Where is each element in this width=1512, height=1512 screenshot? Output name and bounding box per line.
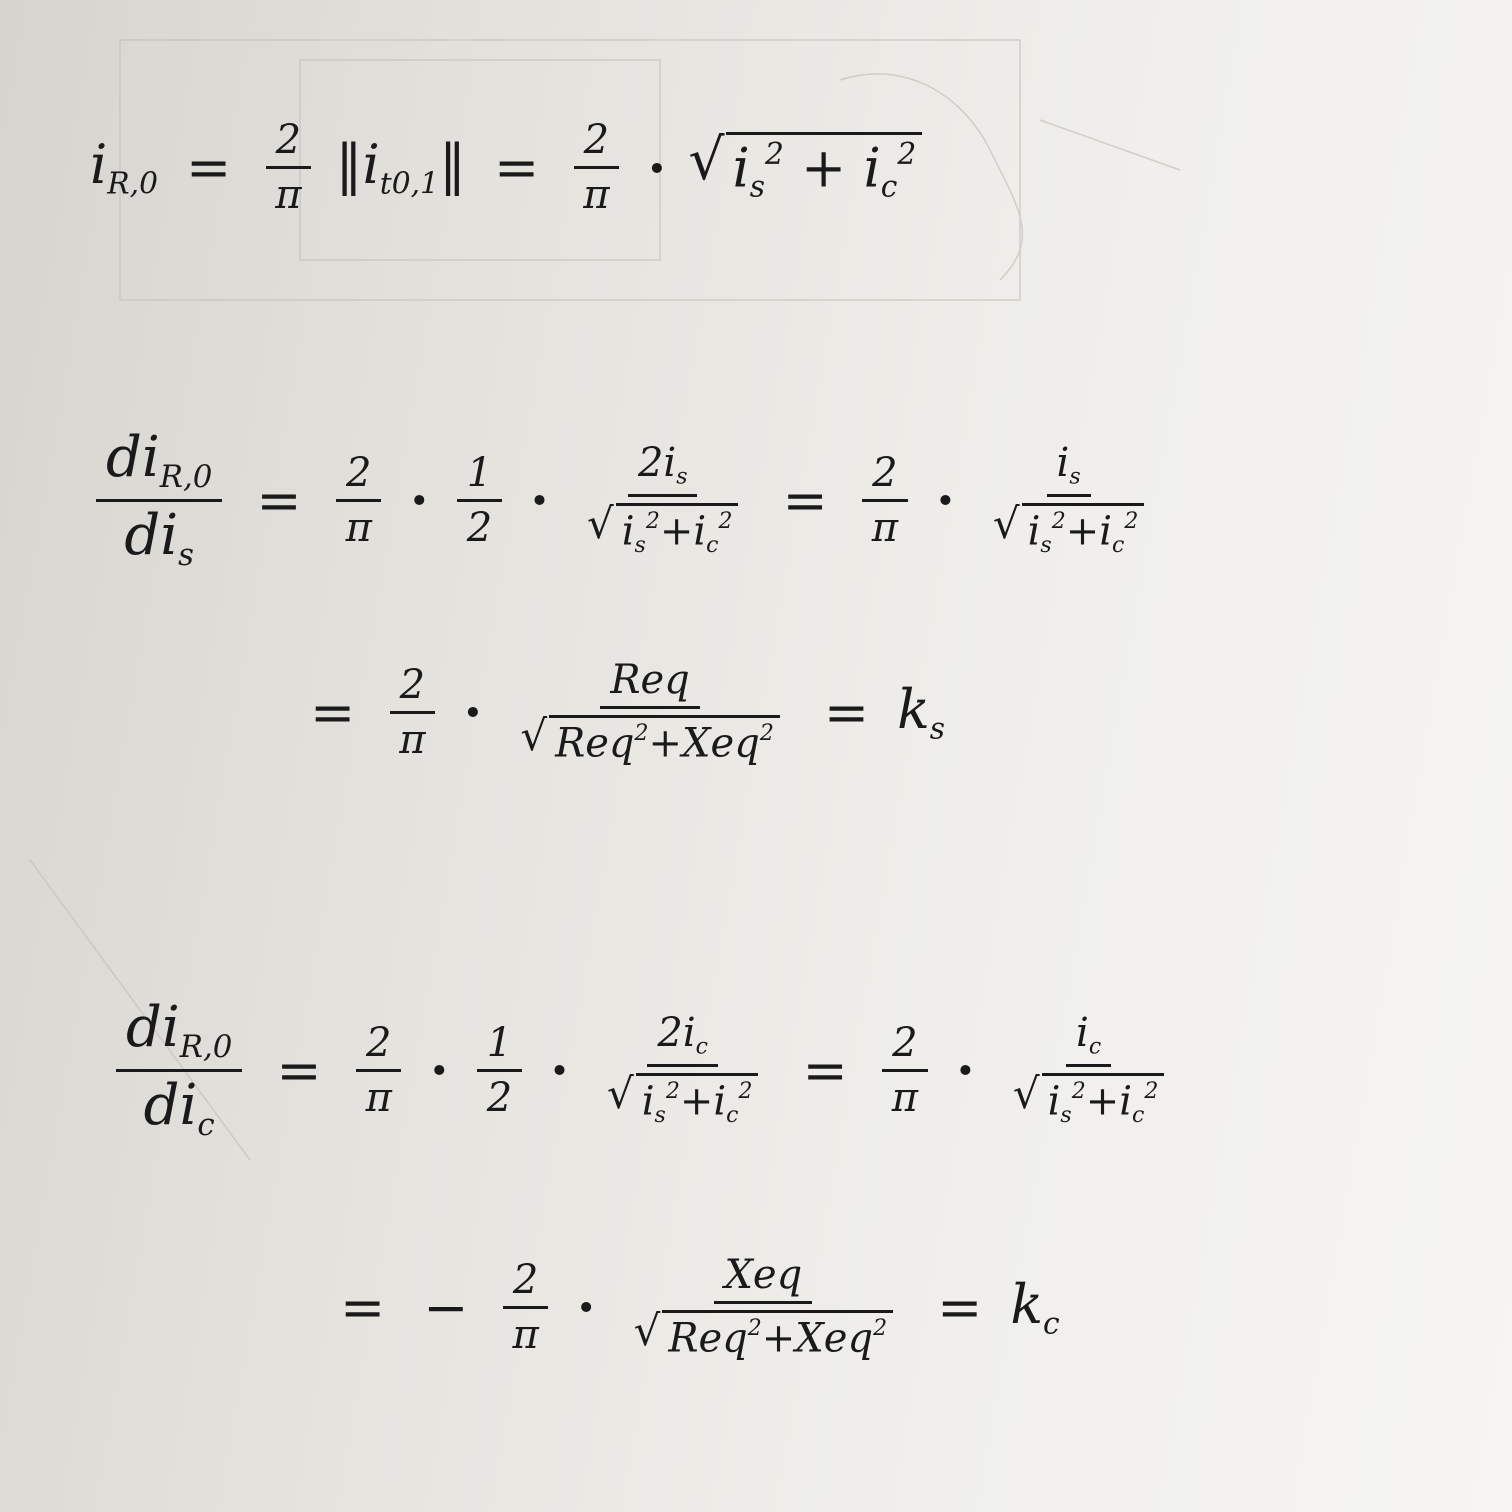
eq4-fraction-one-half: $\frac{1}{2}$ (477, 1023, 522, 1118)
equation-2 (90, 425, 1160, 573)
eq2-dot-3: · (936, 468, 955, 533)
eq1-equals-2: = (493, 136, 540, 199)
eq4-fraction-result: $i_c$ √ $i_s^2+i_c^2$ (1003, 1013, 1175, 1128)
eq5-equals-1: = (340, 1275, 386, 1339)
eq5-fraction-main: Xeq √ Req$^2$+Xeq$^2$ (624, 1255, 903, 1360)
eq4-fraction-two-over-pi: $\frac{2}{\pi}$ (356, 1023, 402, 1118)
equation-5 (330, 1252, 1060, 1362)
equation-3 (300, 657, 946, 767)
eq2-fraction-two-over-pi: $\frac{2}{\pi}$ (336, 453, 382, 548)
eq3-equals-2: = (823, 680, 870, 744)
eq3-result: $k_s$ (897, 678, 946, 747)
eq2-equals-1: = (256, 468, 302, 532)
eq3-equals-1: = (310, 680, 356, 744)
eq4-equals-1: = (276, 1038, 322, 1102)
equation-1 (90, 117, 922, 218)
eq4-derivative: $\frac{di_{R,0}}{di_c}$ (116, 1000, 242, 1140)
eq2-dot-1: · (409, 468, 429, 533)
eq2-equals-2: = (782, 468, 828, 532)
eq3-fraction-two-over-pi: $\frac{2}{\pi}$ (389, 665, 435, 760)
eq2-derivative: $\frac{di_{R,0}}{di_s}$ (96, 430, 222, 570)
eq3-fraction-main: Req √ Req$^2$+Xeq$^2$ (510, 660, 789, 765)
eq5-result: $k_c$ (1010, 1273, 1060, 1342)
eq2-fraction-main: $2i_s$ √ $i_s^2+i_c^2$ (577, 443, 749, 558)
eq5-fraction-two-over-pi: $\frac{2}{\pi}$ (503, 1260, 549, 1355)
eq5-equals-2: = (937, 1275, 983, 1339)
eq1-sqrt: √ $i_s^2 + i_c^2$ (688, 132, 922, 203)
eq4-dot-2: · (550, 1038, 569, 1103)
eq2-fraction-result: $i_s$ √ $i_s^2+i_c^2$ (983, 443, 1155, 558)
eq2-fraction-two-over-pi-2: $\frac{2}{\pi}$ (862, 453, 908, 548)
eq1-dot: · (647, 135, 667, 200)
eq2-dot-2: · (530, 468, 549, 533)
eq2-fraction-one-half: $\frac{1}{2}$ (457, 453, 502, 548)
eq5-dot: · (576, 1275, 596, 1340)
eq1-fraction-two-over-pi: $\frac{2}{\pi}$ (265, 120, 311, 215)
eq4-fraction-two-over-pi-2: $\frac{2}{\pi}$ (882, 1023, 928, 1118)
eq4-fraction-main: $2i_c$ √ $i_s^2+i_c^2$ (597, 1013, 769, 1128)
eq1-fraction-two-over-pi-2: $\frac{2}{\pi}$ (573, 120, 619, 215)
eq1-norm: $‖i_{t0,1}‖$ (335, 133, 466, 202)
eq1-equals-1: = (185, 136, 232, 199)
eq1-lhs: $i_{R,0}$ (90, 133, 158, 202)
eq5-minus: − (423, 1275, 469, 1339)
equation-4 (110, 995, 1180, 1143)
eq3-dot: · (463, 680, 483, 745)
eq4-dot-1: · (429, 1038, 449, 1103)
eq4-equals-2: = (802, 1038, 848, 1102)
eq4-dot-3: · (956, 1038, 975, 1103)
